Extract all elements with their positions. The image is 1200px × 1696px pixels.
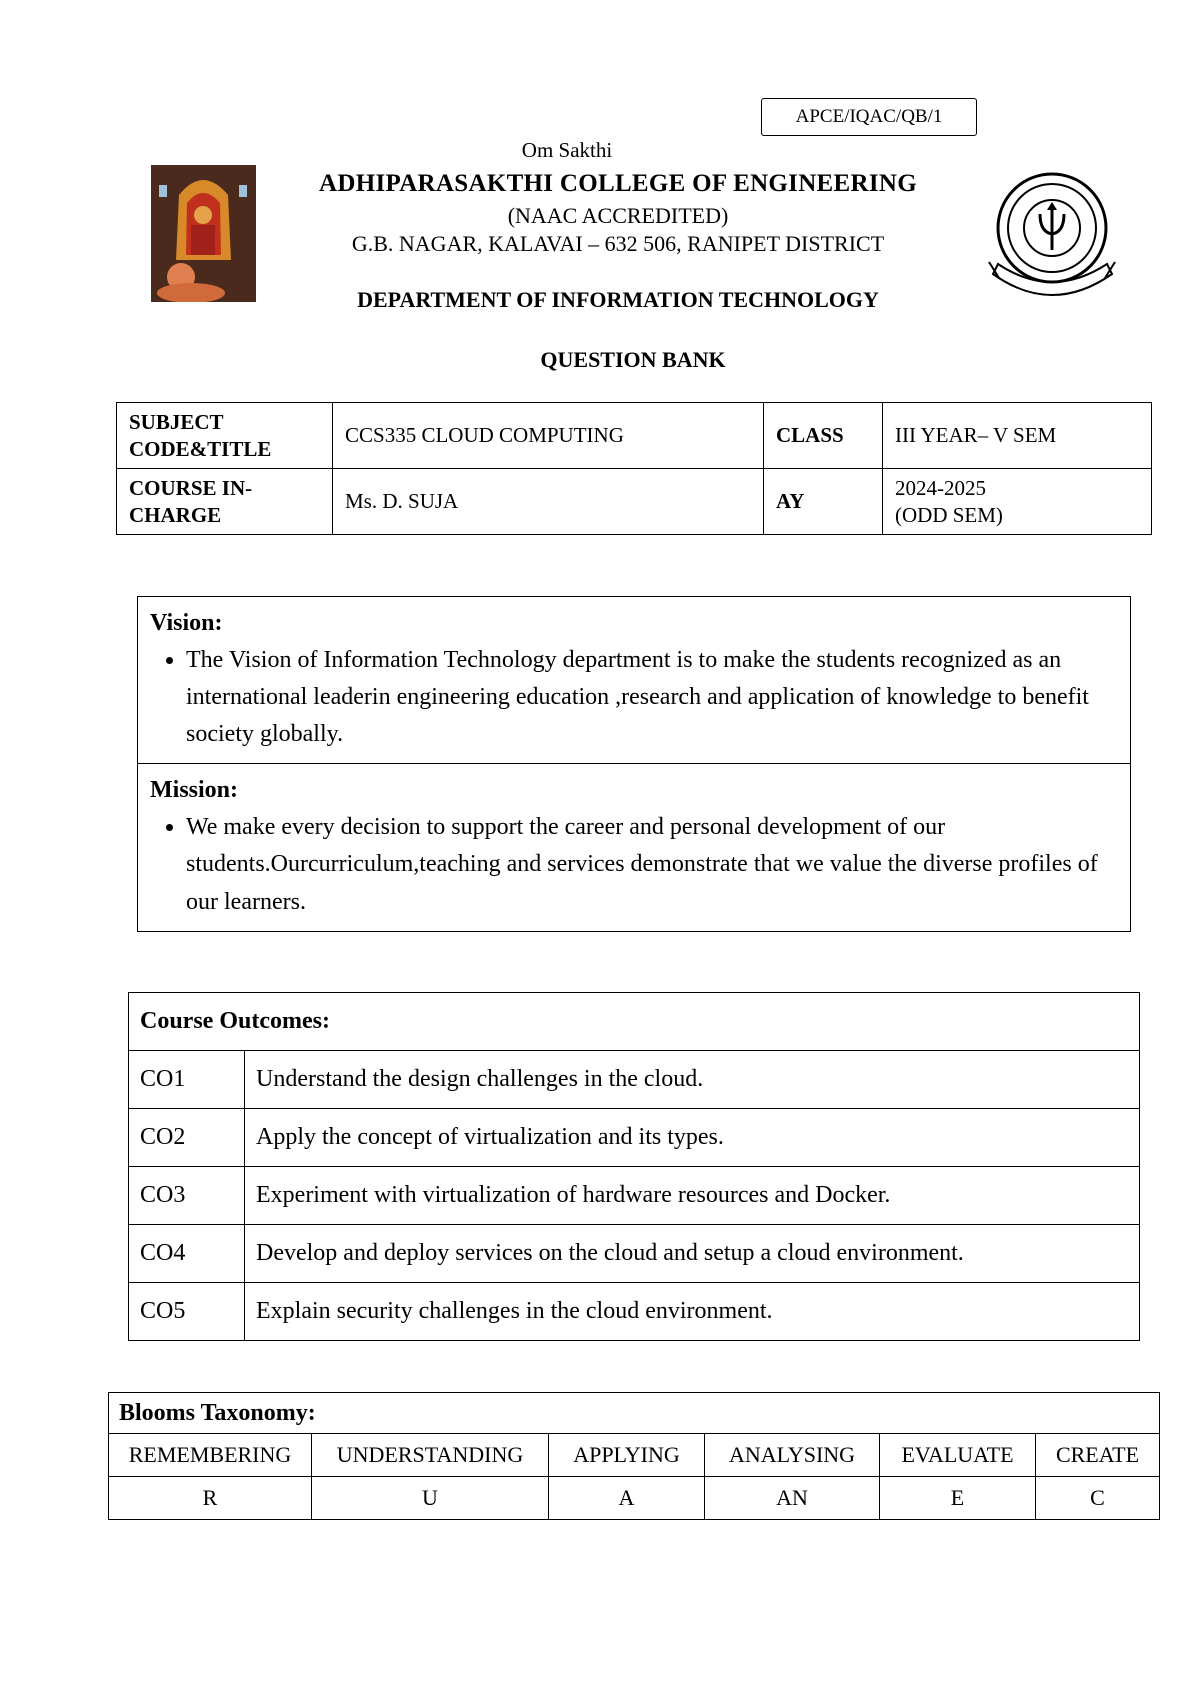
bloom-level: CREATE [1036,1434,1160,1477]
co-text: Apply the concept of virtualization and its types. [245,1109,1140,1167]
department-name: DEPARTMENT OF INFORMATION TECHNOLOGY [357,287,879,312]
course-outcomes-table [128,992,1140,1341]
co-code: CO5 [129,1283,245,1341]
co-code: CO2 [129,1109,245,1167]
co-text: Explain security challenges in the cloud environment. [245,1283,1140,1341]
co-text: Understand the design challenges in the cloud. [245,1051,1140,1109]
vision-cell [138,597,1131,764]
table-row [129,1283,1140,1341]
table-row [129,1167,1140,1225]
bloom-level: APPLYING [549,1434,705,1477]
class-value: III YEAR– V SEM [883,403,1152,469]
table-row [109,1434,1160,1477]
course-incharge-label: COURSE IN- CHARGE [117,469,333,535]
table-row [138,764,1131,931]
table-row [129,1109,1140,1167]
co-code: CO3 [129,1167,245,1225]
table-row [129,1225,1140,1283]
class-label: CLASS [764,403,883,469]
table-row [129,993,1140,1051]
table-row [117,469,1152,535]
mission-cell [138,764,1131,931]
co-text: Develop and deploy services on the cloud and setup a cloud environment. [245,1225,1140,1283]
table-row [109,1477,1160,1520]
bloom-level: EVALUATE [880,1434,1036,1477]
college-address: G.B. NAGAR, KALAVAI – 632 506, RANIPET DISTRICT [351,231,885,256]
bloom-code: AN [705,1477,880,1520]
bloom-level: REMEMBERING [109,1434,312,1477]
blooms-heading: Blooms Taxonomy: [109,1393,1160,1434]
course-outcomes-heading: Course Outcomes: [129,993,1140,1051]
bloom-level: ANALYSING [705,1434,880,1477]
bloom-code: R [109,1477,312,1520]
subject-label: SUBJECT CODE&TITLE [117,403,333,469]
document-code-box: APCE/IQAC/QB/1 [761,98,977,136]
mission-heading: Mission: [150,777,239,804]
bloom-code: E [880,1477,1036,1520]
subject-value: CCS335 CLOUD COMPUTING [333,403,764,469]
college-emblem-icon [985,166,1120,306]
vision-mission-table [137,596,1131,932]
bloom-code: A [549,1477,705,1520]
bloom-code: U [312,1477,549,1520]
table-row [129,1051,1140,1109]
ay-label: AY [764,469,883,535]
bloom-level: UNDERSTANDING [312,1434,549,1477]
blooms-taxonomy-table [108,1392,1160,1520]
vision-text: • The Vision of Information Technology department is to make the students recognized as an international leaderin engineering education ,research and application of knowledge to benefit society globally. [186,642,1118,754]
table-row [117,403,1152,469]
accreditation-text: (NAAC ACCREDITED) [507,203,729,228]
co-text: Experiment with virtualization of hardware resources and Docker. [245,1167,1140,1225]
course-incharge-value: Ms. D. SUJA [333,469,764,535]
mission-text: • We make every decision to support the career and personal development of our students.Ourcurriculum,teaching and services demonstrate that we value the diverse profiles of our learners. [186,809,1118,921]
table-row [109,1393,1160,1434]
invocation-text: Om Sakthi [521,138,613,162]
ay-value: 2024-2025 (ODD SEM) [883,469,1152,535]
college-name: ADHIPARASAKTHI COLLEGE OF ENGINEERING [319,170,917,197]
document-title: QUESTION BANK [540,347,726,372]
co-code: CO1 [129,1051,245,1109]
vision-heading: Vision: [150,610,223,636]
bloom-code: C [1036,1477,1160,1520]
subject-info-table [116,402,1152,535]
co-code: CO4 [129,1225,245,1283]
table-row [138,597,1131,764]
